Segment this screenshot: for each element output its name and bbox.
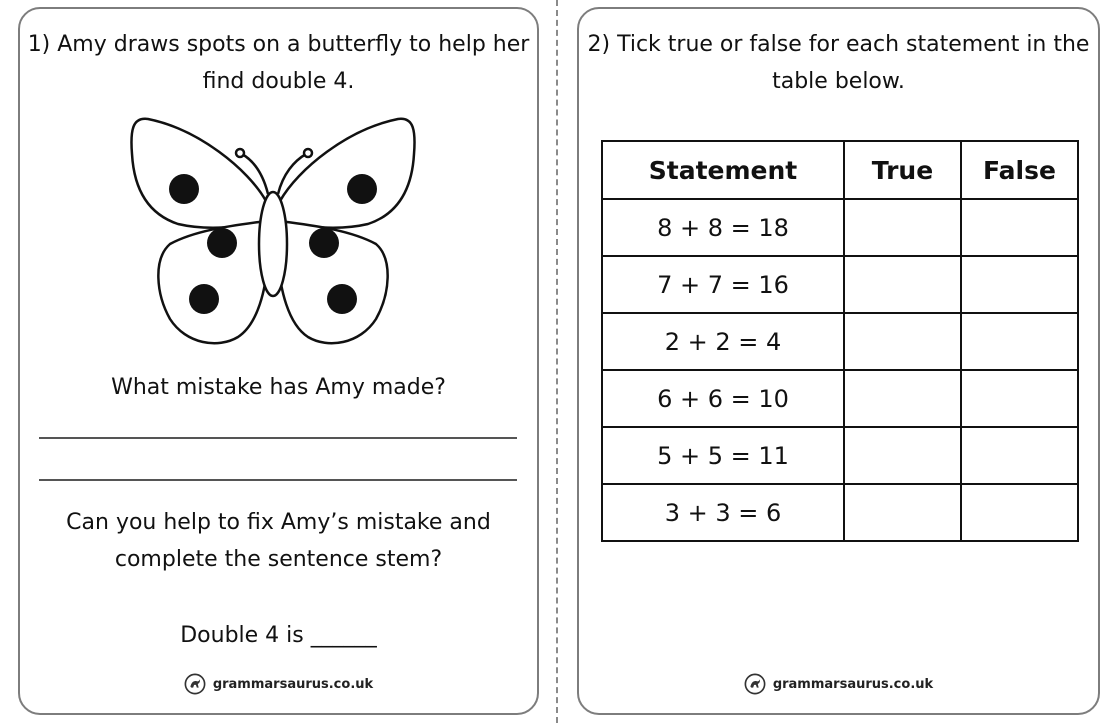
butterfly-spot: [189, 284, 219, 314]
statement-cell: 2 + 2 = 4: [602, 313, 844, 370]
true-tick-cell[interactable]: [844, 427, 961, 484]
header-false: False: [961, 141, 1078, 199]
true-tick-cell[interactable]: [844, 313, 961, 370]
question-1-line-1: 1) Amy draws spots on a butterfly to help her: [27, 32, 530, 57]
fix-prompt-line-2: complete the sentence stem?: [114, 547, 443, 572]
sentence-stem[interactable]: Double 4 is ______: [180, 623, 377, 648]
statement-cell: 5 + 5 = 11: [602, 427, 844, 484]
answer-line-2[interactable]: [39, 479, 517, 481]
false-tick-cell[interactable]: [961, 370, 1078, 427]
cut-line-divider: [556, 0, 558, 723]
fix-prompt-line-1: Can you help to fix Amy’s mistake and: [66, 510, 491, 535]
footer: [579, 673, 1098, 695]
header-true: True: [844, 141, 961, 199]
butterfly-body: [259, 192, 287, 296]
table-row: [602, 256, 1078, 313]
true-tick-cell[interactable]: [844, 484, 961, 541]
butterfly-spot: [169, 174, 199, 204]
question-2-text: [579, 26, 1098, 100]
butterfly-spot: [327, 284, 357, 314]
false-tick-cell[interactable]: [961, 427, 1078, 484]
true-tick-cell[interactable]: [844, 199, 961, 256]
false-tick-cell[interactable]: [961, 199, 1078, 256]
statement-cell: 6 + 6 = 10: [602, 370, 844, 427]
true-false-table: [601, 140, 1079, 542]
question-1-card: [18, 7, 539, 715]
dinosaur-logo-icon: [184, 673, 206, 695]
table-row: [602, 370, 1078, 427]
question-1-text: [20, 26, 537, 100]
table-row: [602, 199, 1078, 256]
statement-cell: 7 + 7 = 16: [602, 256, 844, 313]
butterfly-upper-right-wing: [280, 119, 415, 228]
table-header-row: [602, 141, 1078, 199]
header-statement: Statement: [602, 141, 844, 199]
false-tick-cell[interactable]: [961, 313, 1078, 370]
question-1-line-2: find double 4.: [202, 69, 355, 94]
butterfly-spot: [207, 228, 237, 258]
dinosaur-logo-icon: [744, 673, 766, 695]
table-row: [602, 427, 1078, 484]
false-tick-cell[interactable]: [961, 484, 1078, 541]
answer-line-1[interactable]: [39, 437, 517, 439]
mistake-prompt: What mistake has Amy made?: [111, 375, 446, 400]
footer: [20, 673, 537, 695]
butterfly-illustration: [128, 109, 418, 354]
statement-cell: 3 + 3 = 6: [602, 484, 844, 541]
butterfly-upper-left-wing: [131, 119, 266, 228]
footer-text[interactable]: grammarsaurus.co.uk: [212, 676, 374, 692]
question-2-line-2: table below.: [772, 69, 905, 94]
true-tick-cell[interactable]: [844, 256, 961, 313]
butterfly-spot: [309, 228, 339, 258]
butterfly-right-antenna-tip: [304, 149, 312, 157]
false-tick-cell[interactable]: [961, 256, 1078, 313]
question-2-line-1: 2) Tick true or false for each statement in the: [587, 32, 1090, 57]
table-row: [602, 313, 1078, 370]
true-tick-cell[interactable]: [844, 370, 961, 427]
fix-prompt: [20, 504, 537, 578]
footer-text[interactable]: grammarsaurus.co.uk: [772, 676, 934, 692]
butterfly-spot: [347, 174, 377, 204]
question-2-card: [577, 7, 1100, 715]
table-row: [602, 484, 1078, 541]
statement-cell: 8 + 8 = 18: [602, 199, 844, 256]
butterfly-left-antenna-tip: [236, 149, 244, 157]
